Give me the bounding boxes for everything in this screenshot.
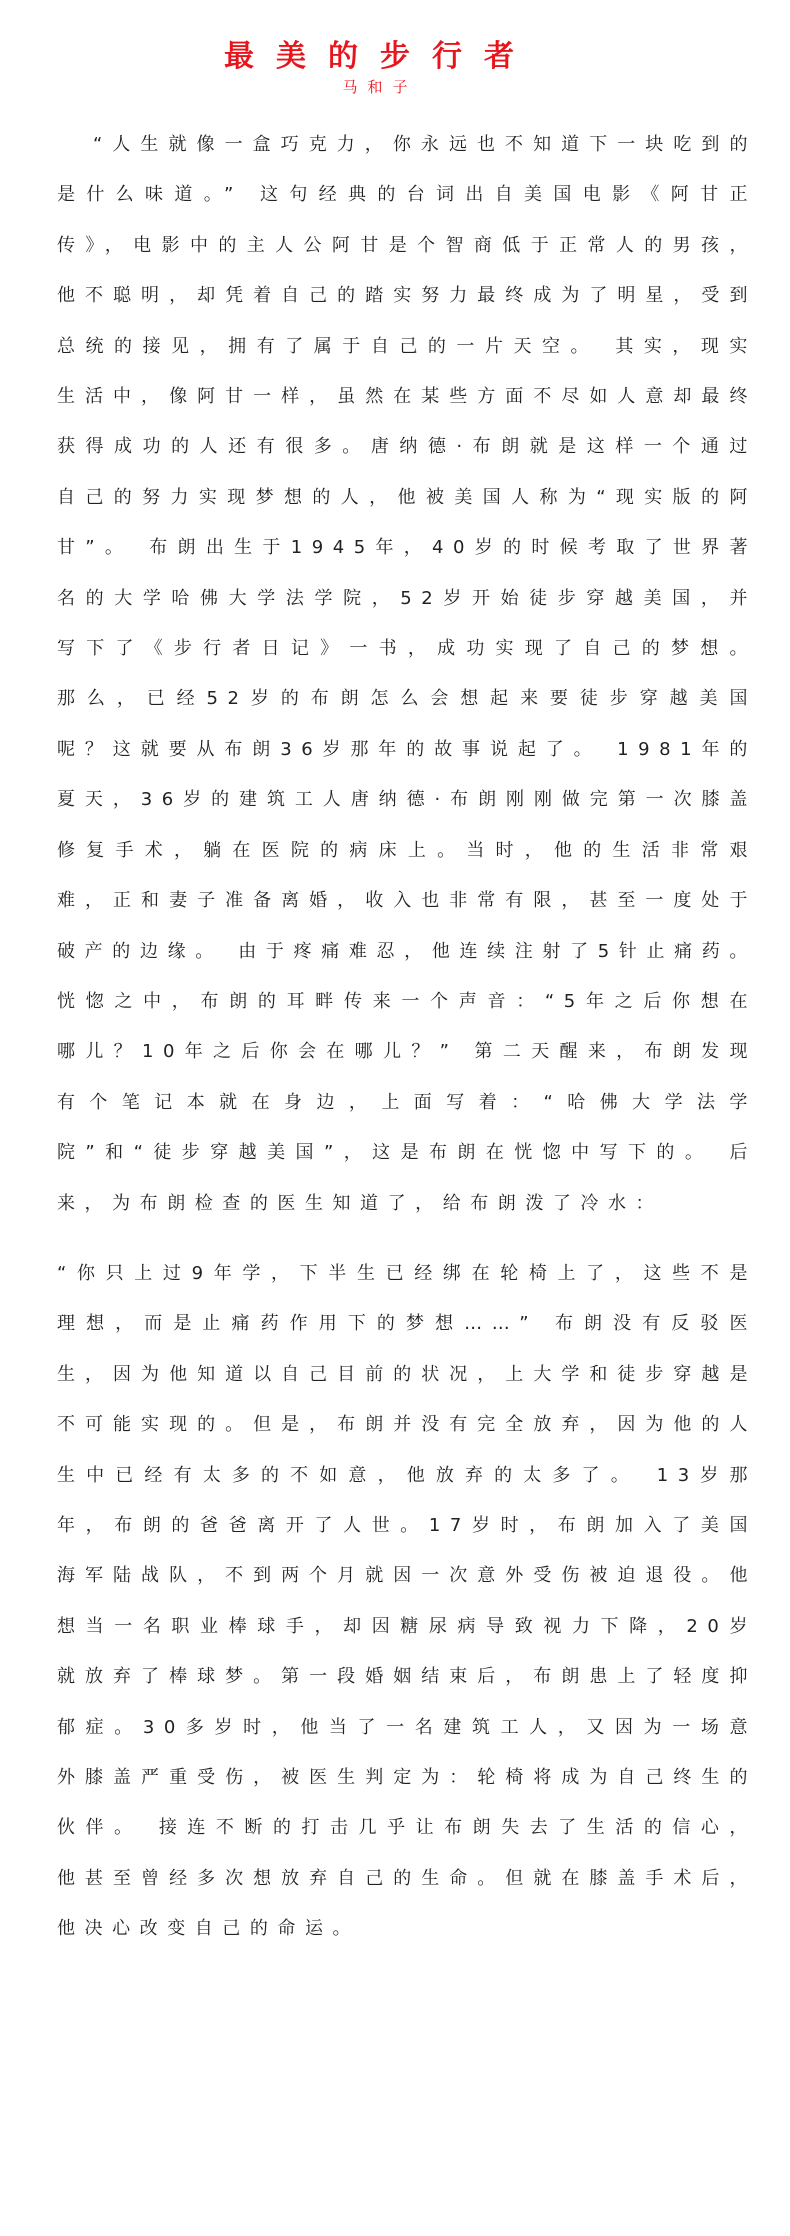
article-author: 马和子 bbox=[342, 78, 418, 96]
article-paragraph-1: “人生就像一盒巧克力，你永远也不知道下一块吃到的是什么味道。” 这句经典的台词出自美国电影《阿甘正传》，电影中的主人公阿甘是个智商低于正常人的男孩，他不聪明，却凭着自己的踏实努力最终成为了明星，受到总统的接见，拥有了属于自己的一片天空。 其实，现实生活中，像阿甘一样，虽然在某些方面不尽如人意却最终获得成功的人还有很多。唐纳德·布朗就是这样一个通过自己的努力实现梦想的人，他被美国人称为“现实版的阿甘”。 布朗出生于1945年，40岁的时候考取了世界著名的大学哈佛大学法学院，52岁开始徒步穿越美国，并写下了《步行者日记》一书，成功实现了自己的梦想。 那么，已经52岁的布朗怎么会想起来要徒步穿越美国呢？这就要从布朗36岁那年的故事说起了。 1981年的夏天，36岁的建筑工人唐纳德·布朗刚刚做完第一次膝盖修复手术，躺在医院的病床上。当时，他的生活非常艰难，正和妻子准备离婚，收入也非常有限，甚至一度处于破产的边缘。 由于疼痛难忍，他连续注射了5针止痛药。恍惚之中，布朗的耳畔传来一个声音：“5年之后你想在哪儿？10年之后你会在哪儿？” 第二天醒来，布朗发现有个笔记本就在身边，上面写着：“哈佛大学法学院”和“徒步穿越美国”，这是布朗在恍惚中写下的。 后来，为布朗检查的医生知道了，给布朗泼了冷水： bbox=[57, 134, 757, 1214]
article-body bbox=[57, 120, 757, 1955]
article-title: 最美的步行者 bbox=[224, 39, 536, 75]
article-paragraph-2: “你只上过9年学，下半生已经绑在轮椅上了，这些不是理想，而是止痛药作用下的梦想……” 布朗没有反驳医生，因为他知道以自己目前的状况，上大学和徒步穿越是不可能实现的。但是，布朗并没有完全放弃，因为他的人生中已经有太多的不如意，他放弃的太多了。 13岁那年，布朗的爸爸离开了人世。17岁时，布朗加入了美国海军陆战队，不到两个月就因一次意外受伤被迫退役。他想当一名职业棒球手，却因糖尿病导致视力下降，20岁就放弃了棒球梦。第一段婚姻结束后，布朗患上了轻度抑郁症。30多岁时，他当了一名建筑工人，又因为一场意外膝盖严重受伤，被医生判定为：轮椅将成为自己终生的伙伴。 接连不断的打击几乎让布朗失去了生活的信心，他甚至曾经多次想放弃自己的生命。但就在膝盖手术后，他决心改变自己的命运。 bbox=[57, 1262, 757, 1940]
